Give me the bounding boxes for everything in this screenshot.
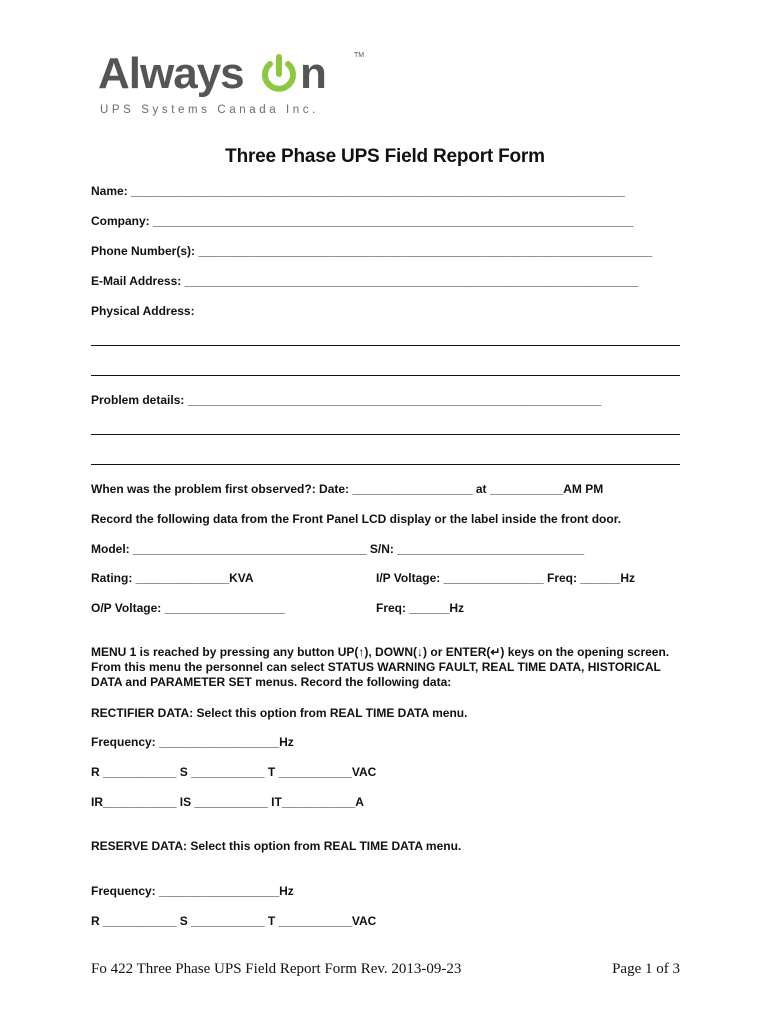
logo-wordmark: Always — [98, 49, 244, 98]
record-note: Record the following data from the Front Panel LCD display or the label inside the front door. — [91, 512, 622, 526]
problem-details-field: Problem details: ______________________________________________________________ — [91, 393, 602, 407]
rating-field: Rating: ______________KVA — [91, 571, 254, 585]
name-field: Name: __________________________________________________________________________ — [91, 184, 625, 198]
problem-line-1 — [91, 434, 680, 435]
model-serial-field: Model: ___________________________________ S/N: ____________________________ — [91, 542, 585, 556]
menu-instructions: MENU 1 is reached by pressing any button UP(↑), DOWN(↓) or ENTER(↵) keys on the opening screen. From this menu the personnel can select STATUS WARNING FAULT, REAL TIME DATA, HISTORICAL DATA and PARAMETER SET menus. Record the following data: — [91, 645, 670, 689]
logo-wordmark-on: n — [300, 49, 326, 98]
reserve-heading: RESERVE DATA: Select this option from REAL TIME DATA menu. — [91, 839, 462, 853]
output-freq-field: Freq: ______Hz — [376, 601, 465, 615]
reserve-frequency-field: Frequency: __________________Hz — [91, 884, 294, 898]
company-field: Company: ________________________________________________________________________ — [91, 214, 634, 228]
observed-date-field: When was the problem first observed?: Date: __________________ at ___________AM PM — [91, 482, 604, 496]
input-voltage-field: I/P Voltage: _______________ Freq: ______Hz — [376, 571, 636, 585]
address-line-2 — [91, 375, 680, 376]
footer-form-id: Fo 422 Three Phase UPS Field Report Form Rev. 2013-09-23 — [91, 961, 462, 977]
address-line-1 — [91, 345, 680, 346]
physical-address-label: Physical Address: — [91, 304, 195, 318]
page-title: Three Phase UPS Field Report Form — [225, 146, 545, 167]
logo-subtitle: UPS Systems Canada Inc. — [100, 104, 319, 116]
rectifier-heading: RECTIFIER DATA: Select this option from REAL TIME DATA menu. — [91, 706, 468, 720]
company-logo — [98, 48, 365, 124]
reserve-voltage-field: R ___________ S ___________ T ___________VAC — [91, 914, 377, 928]
problem-line-2 — [91, 464, 680, 465]
phone-field: Phone Number(s): ____________________________________________________________________ — [91, 244, 653, 258]
rectifier-current-field: IR___________ IS ___________ IT___________A — [91, 795, 364, 809]
output-voltage-field: O/P Voltage: __________________ — [91, 601, 285, 615]
rectifier-frequency-field: Frequency: __________________Hz — [91, 735, 294, 749]
trademark-mark: TM — [354, 52, 365, 59]
rectifier-voltage-field: R ___________ S ___________ T ___________VAC — [91, 765, 377, 779]
footer-page-number: Page 1 of 3 — [612, 961, 680, 977]
power-icon — [260, 54, 298, 96]
email-field: E-Mail Address: ____________________________________________________________________ — [91, 274, 639, 288]
